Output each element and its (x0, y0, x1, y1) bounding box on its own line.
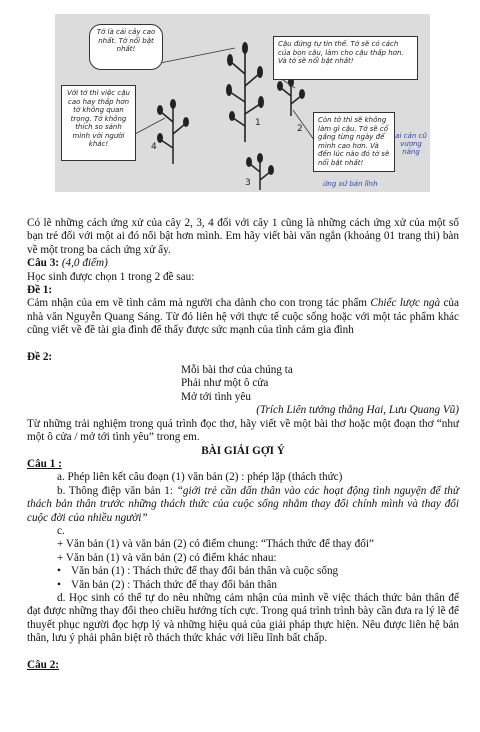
speech-bubble-tree-2: Cậu đứng tự tin thế. Tớ sẽ có cách của bọn cậu, làm cho cậu thấp hơn. Và tớ sẽ nổi bật nhất! (273, 36, 418, 80)
cau-1-c: c. (57, 524, 65, 537)
speech-bubble-tree-4: Với tớ thì việc cậu cao hay thấp hơn tớ không quan trọng. Tớ không thích so sánh mình với người khác! (61, 85, 136, 161)
cau-1-b (27, 485, 459, 525)
speech-bubble-tree-1: Tớ là cái cây cao nhất. Tớ nổi bật nhất! (89, 24, 163, 70)
cau-1-c-point-2: + Văn bản (1) và văn bản (2) có điểm khác nhau: (57, 551, 277, 564)
tree-label-3: 3 (245, 178, 251, 188)
de-1-title: Đề 1: (27, 284, 53, 297)
cau-1-b-lead: b. Thông điệp văn bản 1: (57, 484, 177, 497)
de-1-work-title: Chiếc lược ngà (370, 297, 441, 310)
de-1-text-a: Cảm nhận của em về tình cảm mà người cha dành cho con trong tác phẩm (27, 297, 371, 310)
document-body (27, 217, 459, 672)
cau-1-a: a. Phép liên kết câu đoạn (1) văn bản (2) : phép lặp (thách thức) (57, 471, 343, 484)
question-3-heading (27, 257, 459, 270)
tree-3 (250, 160, 270, 190)
poem-line-1: Mỗi bài thơ của chúng ta (181, 364, 293, 377)
cau-1-bullet-2: • Văn bản (2) : Thách thức để thay đổi bản thân (27, 579, 459, 592)
question-3-points: (4,0 điểm) (61, 257, 108, 270)
poem-source: (Trích Liên tưởng thẳng Hai, Lưu Quang Vũ) (256, 404, 459, 417)
poem-line-2: Phải như một ô cửa (181, 377, 269, 390)
speech-bubble-tree-3: Còn tớ thì sẽ không làm gì cậu. Tớ sẽ cố gắng từng ngày để mình cao hơn. Và đến lúc nào đó tớ sẽ nổi bật nhất! (313, 112, 395, 172)
de-2-title: Đề 2: (27, 350, 53, 363)
poem-line-3: Mở tới tình yêu (181, 390, 251, 403)
cartoon-illustration (55, 14, 430, 192)
question-3-instruction: Học sinh được chọn 1 trong 2 đề sau: (27, 270, 195, 283)
cau-2-title: Câu 2: (27, 658, 60, 671)
handwritten-note-bottom: ứng xử bản lĩnh (323, 180, 378, 188)
cau-1-c-point-1: + Văn bản (1) và văn bản (2) có điểm chung: “Thách thức để thay đổi” (57, 538, 374, 551)
de-1-text-b: của nhà văn Nguyễn Quang Sáng. Từ đó liên hệ với thực tế cuộc sống hoặc với một tác phẩm khác cũng viết về đề tài gia đình để thấy được sức mạnh của tình cảm gia đình (27, 297, 459, 337)
tree-label-2: 2 (297, 124, 303, 134)
answer-title: BÀI GIẢI GỢI Ý (201, 444, 285, 457)
de-1-body (27, 297, 459, 337)
tree-label-1: 1 (255, 118, 261, 128)
intro-paragraph: Có lẽ những cách ứng xử của cây 2, 3, 4 đối với cây 1 cũng là những cách ứng xử của một số bạn trẻ đối với một ai đó nổi bật hơn mình. Em hãy viết bài văn ngắn (khoảng 01 trang thi) bàn về một trong ba cách ứng xử ấy. (27, 217, 459, 256)
question-3-title: Câu 3: (27, 257, 60, 270)
cau-1-b-quote: “giới trẻ cần dấn thân vào các hoạt động tình nguyện để thử thách bản thân trước những thách thức của cuộc sống nhằm thay đổi chính mình và thay đổi cuộc đời của nhiều người” (27, 484, 459, 524)
tree-2 (281, 84, 301, 116)
de-2-body: Từ những trải nghiệm trong quá trình đọc thơ, hãy viết về một bài thơ hoặc một đoạn thơ “như một ô cửa / mở tới tình yêu” trong em. (27, 417, 459, 444)
cau-1-d: d. Học sinh có thể tự do nêu những cảm nhận của mình về việc thách thức bản thân để đạt được những thay đổi theo chiều hướng tích cực. Trong quá trình trình bày cần đưa ra lý lẽ để thuyết phục người đọc hợp lý và những hiệu quả của giải pháp thực hiện. Nêu được liên hệ bản thân, lưu ý phải phân biệt rõ thách thức khác với liều lĩnh bất chấp. (27, 591, 459, 645)
tree-label-4: 4 (151, 142, 157, 152)
cau-1-bullet-1: • Văn bản (1) : Thách thức để thay đổi bản thân và cuộc sống (27, 565, 459, 578)
tree-1 (230, 50, 260, 142)
handwritten-note: ai cản cũ vượng nàng (395, 132, 427, 156)
cau-1-title: Câu 1 : (27, 457, 62, 470)
tree-4 (161, 106, 185, 164)
